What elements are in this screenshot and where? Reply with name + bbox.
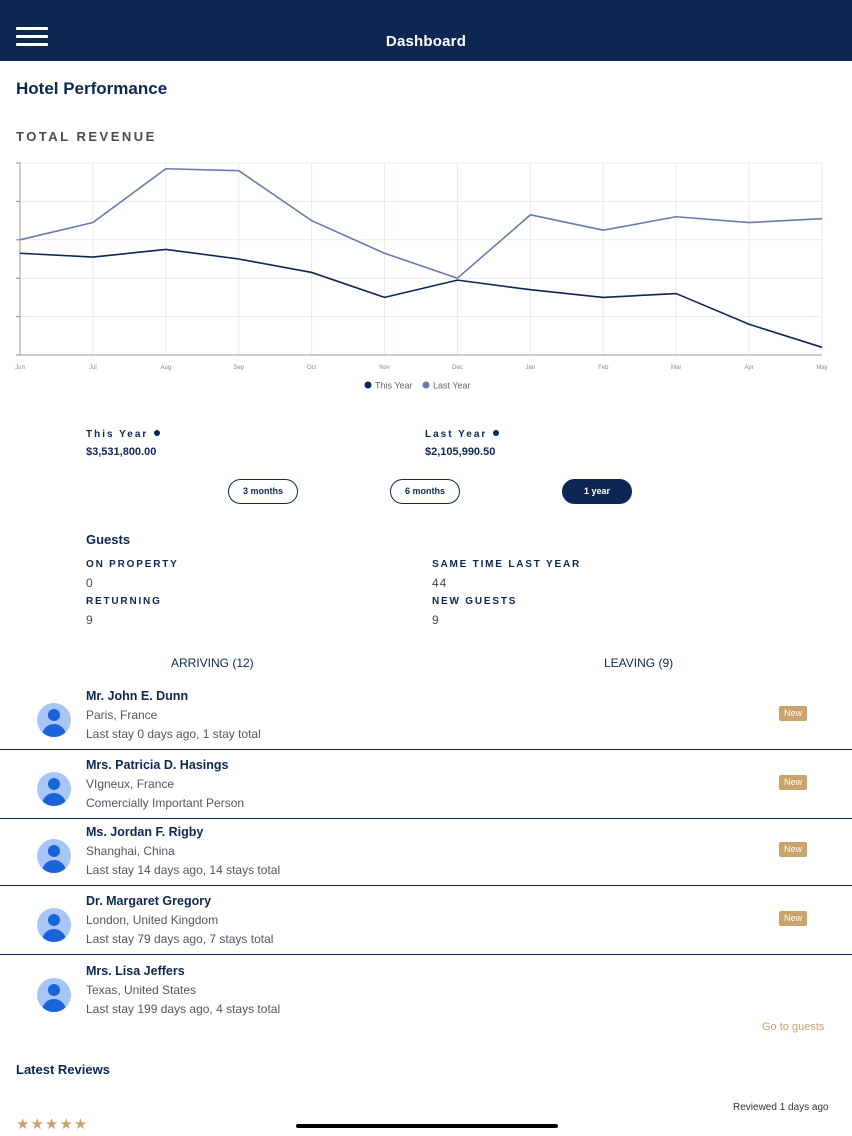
guest-stay-info: Last stay 0 days ago, 1 stay total [86, 727, 261, 741]
go-to-guests-link[interactable]: Go to guests [762, 1021, 825, 1033]
x-tick-label: Oct [306, 365, 317, 371]
new-badge: New [779, 842, 807, 857]
menu-line [16, 27, 48, 30]
new-guests-label: NEW GUESTS [432, 596, 518, 607]
returning-value: 9 [86, 613, 94, 627]
this-year-label [86, 429, 160, 440]
on-property-label: ON PROPERTY [86, 559, 179, 570]
guest-stay-info: Comercially Important Person [86, 796, 245, 810]
guest-location: Paris, France [86, 708, 158, 722]
star-rating-icon: ★★★★★ [16, 1116, 89, 1133]
on-property-value: 0 [86, 576, 94, 590]
row-divider [0, 885, 852, 887]
x-tick-label: Apr [744, 365, 754, 371]
avatar-head [48, 778, 60, 790]
x-tick-label: Jan [525, 365, 536, 371]
last-year-value: $2,105,990.50 [425, 446, 496, 458]
guest-stay-info: Last stay 14 days ago, 14 stays total [86, 863, 281, 877]
top-app-bar [0, 0, 852, 61]
series-line-last-year [20, 169, 822, 278]
guest-name: Dr. Margaret Gregory [86, 894, 212, 908]
page-title: Hotel Performance [16, 79, 168, 98]
legend-marker [423, 382, 430, 389]
avatar-head [48, 845, 60, 857]
row-divider [0, 749, 852, 751]
last-year-label-text: Last Year [425, 429, 488, 440]
new-badge: New [779, 775, 807, 790]
range-1-year-button[interactable]: 1 year [562, 479, 632, 504]
avatar-body [42, 929, 66, 942]
guest-name: Mrs. Patricia D. Hasings [86, 758, 229, 772]
avatar-head [48, 914, 60, 926]
new-badge: New [779, 911, 807, 926]
guest-list-item[interactable] [0, 682, 852, 750]
avatar-body [42, 793, 66, 806]
avatar-head [48, 984, 60, 996]
guest-location: London, United Kingdom [86, 913, 219, 927]
avatar-icon [37, 978, 71, 1012]
x-tick-label: Dec [452, 365, 463, 371]
this-year-value: $3,531,800.00 [86, 446, 157, 458]
guest-location: Texas, United States [86, 983, 197, 997]
app-bar-title: Dashboard [385, 33, 467, 50]
legend-label: This Year [375, 380, 413, 391]
avatar-body [42, 999, 66, 1012]
x-tick-label: Mar [671, 365, 682, 371]
guest-list-item[interactable] [0, 818, 852, 886]
legend-label: Last Year [433, 380, 471, 391]
series-line-this-year [20, 249, 822, 347]
latest-reviews-title: Latest Reviews [16, 1062, 110, 1077]
avatar-body [42, 860, 66, 873]
this-year-label-text: This Year [86, 429, 149, 440]
tab-arriving[interactable]: ARRIVING (12) [171, 656, 254, 670]
same-time-last-year-value: 44 [432, 576, 448, 590]
revenue-line-chart [14, 155, 834, 395]
total-revenue-title: TOTAL REVENUE [16, 129, 157, 144]
new-guests-value: 9 [432, 613, 440, 627]
returning-label: RETURNING [86, 596, 162, 607]
guest-name: Mrs. Lisa Jeffers [86, 964, 185, 978]
avatar-icon [37, 908, 71, 942]
review-date: Reviewed 1 days ago [733, 1102, 829, 1113]
x-tick-label: Aug [160, 365, 172, 371]
x-tick-label: Nov [379, 365, 390, 371]
avatar-head [48, 709, 60, 721]
x-tick-label: May [816, 365, 828, 371]
guests-title: Guests [86, 532, 131, 547]
guest-location: VIgneux, France [86, 777, 175, 791]
same-time-last-year-label: SAME TIME LAST YEAR [432, 559, 582, 570]
guest-stay-info: Last stay 79 days ago, 7 stays total [86, 932, 274, 946]
range-3-months-button[interactable]: 3 months [228, 479, 298, 504]
guest-list-item[interactable] [0, 887, 852, 955]
guest-stay-info: Last stay 199 days ago, 4 stays total [86, 1002, 281, 1016]
x-tick-label: Sep [233, 365, 245, 371]
avatar-body [42, 724, 66, 737]
avatar-icon [37, 703, 71, 737]
home-indicator[interactable] [296, 1124, 558, 1128]
guest-location: Shanghai, China [86, 844, 175, 858]
row-divider [0, 954, 852, 956]
avatar-icon [37, 772, 71, 806]
x-tick-label: Jul [89, 365, 97, 371]
legend-marker [365, 382, 372, 389]
revenue-chart-svg [14, 155, 834, 395]
this-year-dot-icon [154, 430, 160, 436]
x-tick-label: Jun [15, 365, 25, 371]
avatar-icon [37, 839, 71, 873]
tab-leaving[interactable]: LEAVING (9) [604, 656, 674, 670]
guest-list-item[interactable] [0, 957, 852, 1025]
guest-name: Ms. Jordan F. Rigby [86, 825, 204, 839]
x-tick-label: Feb [598, 365, 609, 371]
guest-name: Mr. John E. Dunn [86, 689, 189, 703]
guest-list-item[interactable] [0, 751, 852, 819]
range-6-months-button[interactable]: 6 months [390, 479, 460, 504]
last-year-label [425, 429, 499, 440]
last-year-dot-icon [493, 430, 499, 436]
new-badge: New [779, 706, 807, 721]
